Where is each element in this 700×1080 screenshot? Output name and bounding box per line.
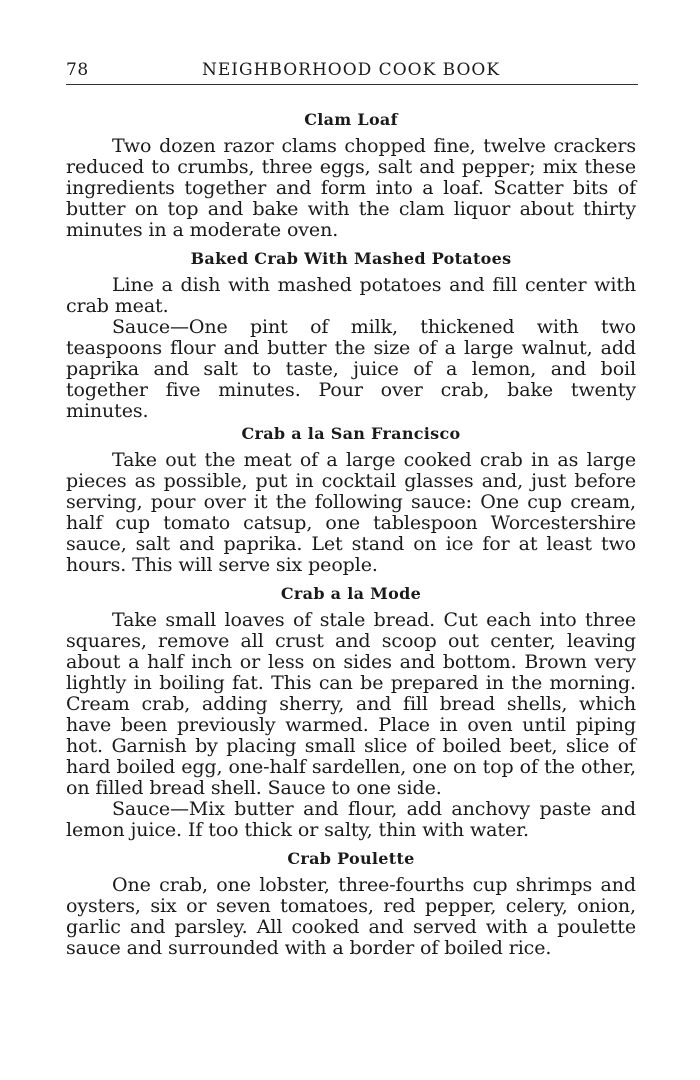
recipe-paragraph: Line a dish with mashed potatoes and fill center with crab meat.: [66, 274, 636, 317]
recipe-paragraph: Take small loaves of stale bread. Cut each into three squares, remove all crust and scoop out center, leaving about a half inch or less on sides and bottom. Brown very lightly in boiling fat. This can be prepared in the morning. Cream crab, adding sherry, and fill bread shells, which have been previously warmed. Place in oven until piping hot. Garnish by placing small slice of boiled beet, slice of hard boiled egg, one-half sardellen, one on top of the other, on filled bread shell. Sauce to one side.: [66, 609, 636, 799]
page-header: [66, 58, 638, 84]
recipe-paragraph: Take out the meat of a large cooked crab in as large pieces as possible, put in cocktail glasses and, just before serving, pour over it the following sauce: One cup cream, half cup tomato catsup, one tablespoon Worcestershire sauce, salt and paprika. Let stand on ice for at least two hours. This will serve six people.: [66, 449, 636, 576]
recipe-crab-a-la-mode: [66, 582, 636, 841]
recipe-paragraph: Sauce—One pint of milk, thickened with two teaspoons flour and butter the size of a large walnut, add paprika and salt to taste, juice of a lemon, and boil together five minutes. Pour over crab, bake twenty minutes.: [66, 316, 636, 422]
recipe-paragraph: Two dozen razor clams chopped fine, twelve crackers reduced to crumbs, three eggs, salt and pepper; mix these ingredients together and form into a loaf. Scatter bits of butter on top and bake with the clam liquor about thirty minutes in a moderate oven.: [66, 135, 636, 241]
recipe-title: Clam Loaf: [304, 110, 398, 129]
recipe-title: Crab a la San Francisco: [241, 424, 461, 443]
recipe-title: Crab a la Mode: [280, 584, 422, 603]
page-number: 78: [66, 60, 89, 80]
recipe-title: Baked Crab With Mashed Potatoes: [190, 249, 512, 268]
recipe-baked-crab-with-mashed-potatoes: [66, 247, 636, 422]
recipe-crab-a-la-san-francisco: [66, 422, 636, 576]
recipe-crab-poulette: [66, 847, 636, 959]
running-head: NEIGHBORHOOD COOK BOOK: [202, 60, 501, 80]
recipe-clam-loaf: [66, 108, 636, 241]
page-content: [66, 108, 636, 959]
header-rule: [66, 84, 638, 85]
recipe-title: Crab Poulette: [287, 849, 415, 868]
recipe-paragraph: Sauce—Mix butter and flour, add anchovy paste and lemon juice. If too thick or salty, thin with water.: [66, 798, 636, 841]
recipe-paragraph: One crab, one lobster, three-fourths cup shrimps and oysters, six or seven tomatoes, red pepper, celery, onion, garlic and parsley. All cooked and served with a poulette sauce and surrounded with a border of boiled rice.: [66, 874, 636, 959]
